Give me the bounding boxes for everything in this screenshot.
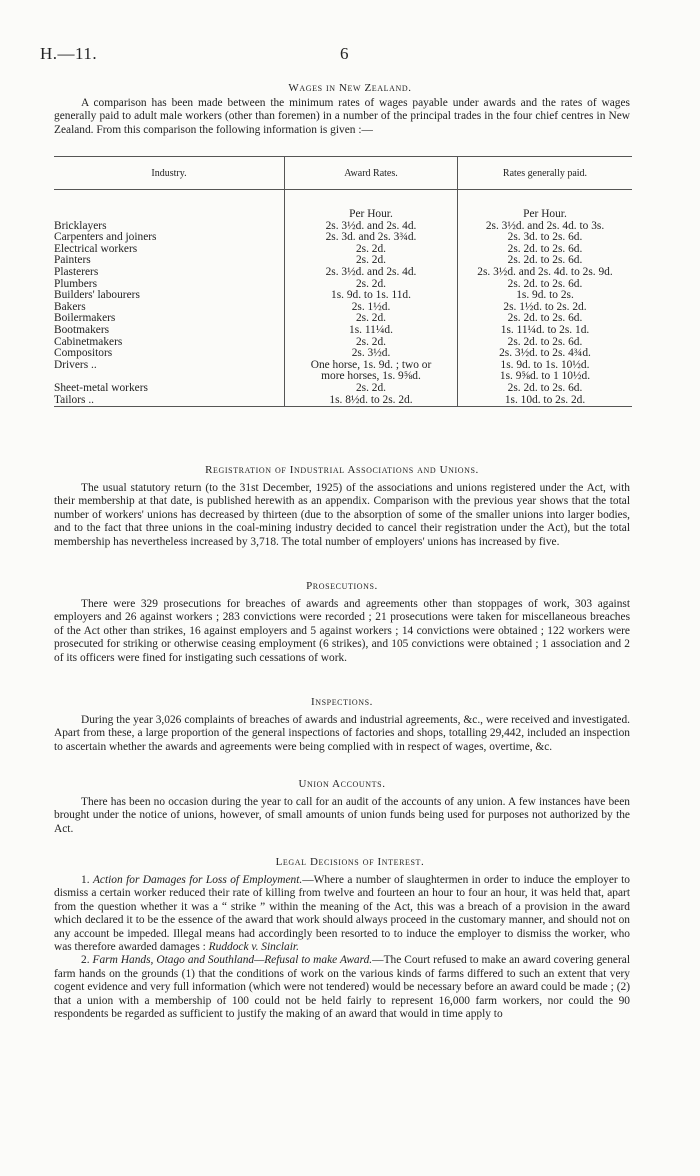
legal-item-1-body: —Where a number of slaughtermen in order to induce the employer to dismiss a certain worker reduced their rate of killing from twelve and fourteen an hour to four an hour, it was held that, apart from the question whether it was a “ strike ” within the meaning of the Act, this was a breach of a provision in the award which declared it to be the essence of the award that work should always proceed in the customary manner, and should not on any account be impeded. Illegal means had accordingly been resorted to to induce the employer to dismiss the worker, who was therefore awarded damages :: [54, 874, 630, 954]
industry-name: Bakers: [54, 300, 86, 313]
industry-name: Carpenters and joiners: [54, 231, 157, 244]
page-reference: H.—11.: [40, 44, 98, 63]
prosecutions-paragraph: There were 329 prosecutions for breaches of awards and agreements other than stoppages of work, 303 against employers and 26 against workers ; 283 convictions were recorded ; 21 prosecutions were taken for miscellaneous breaches of the Act other than strikes, 16 against employers and 5 against workers ; 14 convictions were obtained ; 122 workers were prosecuted for striking or otherwise ceasing employment (6 strikes), and 105 convictions were obtained ; 1 association and 2 of its officers were fined for instigating such cessations of work.: [54, 598, 630, 664]
paid-rate-cell: 2s. 2d. to 2s. 6d.: [458, 337, 633, 349]
award-rate-cell: 2s. 3½d.: [285, 348, 458, 360]
industry-name: Sheet-metal workers: [54, 381, 148, 394]
union-accounts-paragraph: There has been no occasion during the year to call for an audit of the accounts of any union. A few instances have been brought under the notice of unions, however, of small amounts of union funds being used for purposes not authorized by the Act.: [54, 796, 630, 835]
legal-item-1: [54, 874, 630, 954]
page-header: [40, 44, 670, 66]
industry-name: Cabinetmakers: [54, 335, 123, 348]
award-rate-cell: 2s. 2d.: [285, 337, 458, 349]
registration-title: Registration of Industrial Associations and Unions.: [205, 464, 479, 476]
header-award-rates: Award Rates.: [285, 157, 458, 190]
award-rate-cell: 2s. 2d.: [285, 313, 458, 325]
award-rate-cell: 2s. 3½d. and 2s. 4d.: [285, 267, 458, 279]
header-industry: Industry.: [54, 157, 285, 190]
table-spacer-row: [54, 190, 632, 210]
inspections-section: [54, 696, 630, 754]
award-rate-cell: more horses, 1s. 9⅝d.: [285, 371, 458, 383]
legal-item-2-body: —The Court refused to make an award covering general farm hands on the grounds (1) that the conditions of work on the various kinds of farms differed to such an extent that very cogent evidence and very full information (which were not tendered) would be necessary before an award could be made ; (2) that a union with a membership of 100 could not be held fairly to represent 16,000 farm workers, nor could the 90 respondents be regarded as sufficient to justify the making of an award that would in time apply to: [54, 954, 630, 1021]
industry-name: Plasterers: [54, 265, 99, 278]
prosecutions-title: Prosecutions.: [306, 580, 378, 592]
award-rate-cell: 2s. 2d.: [285, 279, 458, 291]
wages-table-bottom-rule: [54, 407, 632, 410]
award-rate-cell: 1s. 8½d. to 2s. 2d.: [285, 395, 458, 407]
industry-name: Electrical workers: [54, 242, 138, 255]
wages-table: [54, 156, 632, 409]
award-rate-cell: 2s. 3d. and 2s. 3¾d.: [285, 232, 458, 244]
paid-rate-cell: 1s. 9d. to 2s.: [458, 290, 633, 302]
award-rate-cell: 1s. 11¼d.: [285, 325, 458, 337]
union-accounts-section: [54, 778, 630, 836]
legal-item-2-number: 2.: [81, 954, 90, 967]
unit-row: [54, 209, 632, 221]
award-unit: Per Hour.: [285, 209, 458, 221]
registration-section: [54, 464, 630, 549]
industry-name: Builders' labourers: [54, 289, 140, 302]
paid-rate-cell: 2s. 3½d. to 2s. 4¾d.: [458, 348, 633, 360]
legal-decisions-title: Legal Decisions of Interest.: [275, 856, 425, 868]
legal-item-1-heading: Action for Damages for Loss of Employment.: [92, 874, 303, 886]
prosecutions-section: [54, 580, 630, 665]
table-row: [54, 325, 632, 337]
paid-rate-cell: 2s. 2d. to 2s. 6d.: [458, 313, 633, 325]
legal-item-1-number: 1.: [81, 874, 90, 886]
industry-name: Painters: [54, 254, 91, 267]
table-row: [54, 383, 632, 395]
paid-rate-cell: 1s. 9d. to 1s. 10½d.: [458, 360, 633, 372]
award-rate-cell: One horse, 1s. 9d. ; two or: [285, 360, 458, 372]
award-rate-cell: 2s. 3½d. and 2s. 4d.: [285, 221, 458, 233]
table-row: [54, 395, 632, 407]
award-rate-cell: 2s. 2d.: [285, 244, 458, 256]
industry-cell: [54, 395, 285, 407]
table-row: [54, 290, 632, 302]
paid-rate-cell: 2s. 1½d. to 2s. 2d.: [458, 302, 633, 314]
industry-cell: [54, 290, 285, 302]
union-accounts-title: Union Accounts.: [298, 778, 386, 790]
paid-rate-cell: 1s. 10d. to 2s. 2d.: [458, 395, 633, 407]
industry-name: Bootmakers: [54, 323, 110, 336]
paid-rate-cell: 1s. 9⅝d. to 1 10½d.: [458, 371, 633, 383]
wages-table-header-row: [54, 157, 632, 190]
industry-name: Bricklayers: [54, 219, 107, 232]
award-rate-cell: 2s. 2d.: [285, 255, 458, 267]
paid-rate-cell: 2s. 2d. to 2s. 6d.: [458, 279, 633, 291]
paid-rate-cell: 2s. 3½d. and 2s. 4d. to 3s.: [458, 221, 633, 233]
paid-rate-cell: 1s. 11¼d. to 2s. 1d.: [458, 325, 633, 337]
legal-item-2-heading: Farm Hands, Otago and Southland—Refusal to make Award.: [92, 954, 373, 967]
paid-rate-cell: 2s. 2d. to 2s. 6d.: [458, 383, 633, 395]
wages-section-title: Wages in New Zealand.: [288, 82, 412, 94]
wages-intro-paragraph: A comparison has been made between the minimum rates of wages payable under awards and the rates of wages generally paid to adult male workers (other than foremen) in a number of the principal trades in the four chief centres in New Zealand. From this comparison the following information is given :—: [54, 97, 630, 136]
paid-rate-cell: 2s. 3½d. and 2s. 4d. to 2s. 9d.: [458, 267, 633, 279]
paid-rate-cell: 2s. 2d. to 2s. 6d.: [458, 244, 633, 256]
registration-paragraph: The usual statutory return (to the 31st December, 1925) of the associations and unions registered under the Act, with their membership at that date, is published herewith as an appendix. Comparison with the previous year shows that the total number of workers' unions has decreased by thirteen (due to the absorption of some of the smaller unions into larger bodies, and to the fact that three unions in the coal-mining industry decided to cancel their registration under the Act), but the total membership has nevertheless increased by 3,718. The total number of employers' unions has increased by five.: [54, 482, 630, 548]
page-number: 6: [340, 44, 349, 63]
award-rate-cell: 1s. 9d. to 1s. 11d.: [285, 290, 458, 302]
legal-item-1-case: Ruddock v. Sinclair.: [208, 941, 299, 954]
table-row: [54, 267, 632, 279]
paid-unit: Per Hour.: [458, 209, 633, 221]
header-rates-paid: Rates generally paid.: [458, 157, 633, 190]
table-row: [54, 348, 632, 360]
award-rate-cell: 2s. 1½d.: [285, 302, 458, 314]
inspections-paragraph: During the year 3,026 complaints of breaches of awards and industrial agreements, &c., were received and investigated. Apart from these, a large proportion of the general inspections of factories and shops, totalling 29,442, included an inspection to ascertain whether the awards and agreements were being complied with in respect of wages, overtime, &c.: [54, 714, 630, 753]
paid-rate-cell: 2s. 2d. to 2s. 6d.: [458, 255, 633, 267]
industry-cell: [54, 360, 285, 372]
industry-name: Plumbers: [54, 277, 98, 290]
paid-rate-cell: 2s. 3d. to 2s. 6d.: [458, 232, 633, 244]
industry-name: Drivers ..: [54, 358, 97, 371]
industry-name: Boilermakers: [54, 312, 116, 325]
industry-name: Compositors: [54, 347, 113, 360]
legal-decisions-section: [54, 874, 630, 1021]
industry-name: Tailors ..: [54, 393, 95, 406]
inspections-title: Inspections.: [310, 696, 374, 708]
wages-table-body: [54, 190, 632, 407]
award-rate-cell: 2s. 2d.: [285, 383, 458, 395]
legal-item-2: [54, 954, 630, 1021]
